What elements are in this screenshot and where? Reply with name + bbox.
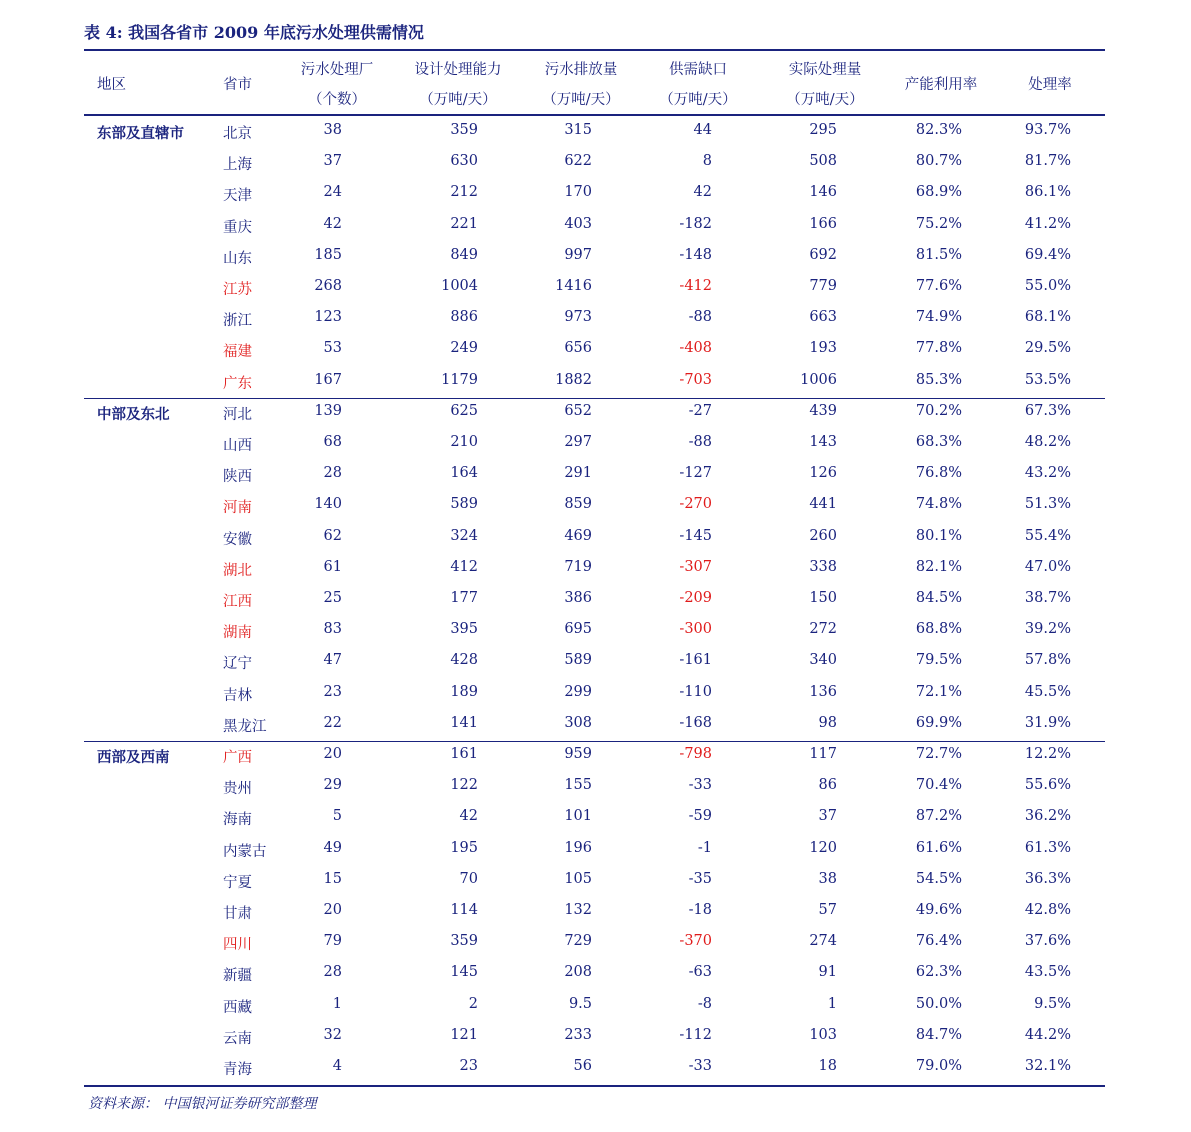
utilization-cell: 72.1% [915, 683, 962, 700]
actual-cell: 441 [809, 496, 837, 513]
actual-cell: 166 [809, 215, 837, 232]
discharge-cell: 622 [564, 153, 592, 170]
utilization-cell: 79.5% [915, 652, 962, 669]
discharge-cell: 56 [573, 1058, 592, 1074]
province-cell: 湖南 [223, 625, 252, 642]
header-actual: 实际处理量 [788, 62, 862, 78]
gap-cell: -63 [688, 964, 712, 981]
group-separator [84, 398, 1105, 399]
province-cell: 福建 [223, 344, 252, 361]
utilization-cell: 84.5% [915, 590, 962, 606]
province-cell: 安徽 [223, 531, 252, 548]
actual-cell: 37 [818, 808, 837, 825]
province-cell: 上海 [223, 157, 252, 174]
plants-cell: 29 [323, 777, 342, 794]
gap-cell: -270 [679, 496, 712, 513]
actual-cell: 508 [809, 153, 837, 170]
discharge-cell: 196 [564, 839, 592, 856]
gap-cell: -370 [679, 933, 712, 950]
utilization-cell: 81.5% [915, 246, 962, 263]
province-cell: 广东 [223, 375, 252, 392]
gap-cell: -127 [679, 465, 712, 482]
source-note: 资料来源： 中国银河证券研究部整理 [88, 1096, 317, 1112]
bottom-rule [84, 1085, 1105, 1087]
actual-cell: 338 [809, 558, 837, 575]
design-cell: 249 [450, 340, 478, 357]
utilization-cell: 70.4% [915, 777, 962, 794]
actual-cell: 143 [809, 434, 837, 450]
design-cell: 122 [450, 777, 478, 794]
region-label: 东部及直辖市 [97, 125, 184, 142]
rate-cell: 81.7% [1024, 153, 1071, 170]
header-discharge-unit: （万吨/天） [542, 92, 620, 108]
province-cell: 山西 [223, 438, 252, 454]
gap-cell: -8 [697, 995, 712, 1012]
gap-cell: -798 [679, 746, 712, 762]
design-cell: 849 [450, 246, 478, 263]
gap-cell: -209 [679, 590, 712, 606]
actual-cell: 91 [818, 964, 837, 981]
utilization-cell: 68.3% [915, 434, 962, 450]
design-cell: 212 [450, 184, 478, 201]
rate-cell: 31.9% [1024, 714, 1071, 731]
discharge-cell: 403 [564, 215, 592, 232]
header-province: 省市 [223, 77, 252, 93]
rate-cell: 51.3% [1024, 496, 1071, 513]
design-cell: 177 [450, 590, 478, 606]
plants-cell: 20 [323, 902, 342, 918]
rate-cell: 38.7% [1024, 590, 1071, 606]
design-cell: 210 [450, 434, 478, 450]
province-cell: 湖北 [223, 562, 252, 579]
design-cell: 189 [450, 683, 478, 700]
design-cell: 195 [450, 839, 478, 856]
plants-cell: 83 [323, 621, 342, 638]
plants-cell: 22 [323, 714, 342, 731]
plants-cell: 23 [323, 683, 342, 700]
top-rule [84, 49, 1105, 51]
discharge-cell: 233 [564, 1026, 592, 1043]
design-cell: 625 [450, 402, 478, 419]
plants-cell: 185 [314, 246, 342, 263]
design-cell: 412 [450, 558, 478, 575]
gap-cell: -300 [679, 621, 712, 638]
plants-cell: 28 [323, 465, 342, 482]
province-cell: 西藏 [223, 999, 252, 1016]
gap-cell: -33 [688, 777, 712, 794]
province-cell: 重庆 [223, 219, 252, 236]
design-cell: 359 [450, 122, 478, 138]
discharge-cell: 308 [564, 714, 592, 731]
gap-cell: 42 [693, 184, 712, 201]
plants-cell: 15 [323, 870, 342, 887]
discharge-cell: 656 [564, 340, 592, 357]
discharge-cell: 155 [564, 777, 592, 794]
utilization-cell: 70.2% [915, 402, 962, 419]
header-plants-unit: （个数） [308, 92, 366, 108]
actual-cell: 663 [809, 309, 837, 326]
discharge-cell: 589 [564, 652, 592, 669]
utilization-cell: 49.6% [915, 902, 962, 918]
header-utilization: 产能利用率 [904, 77, 978, 93]
discharge-cell: 695 [564, 621, 592, 638]
actual-cell: 439 [809, 402, 837, 419]
actual-cell: 98 [818, 714, 837, 731]
utilization-cell: 68.9% [915, 184, 962, 201]
utilization-cell: 69.9% [915, 714, 962, 731]
header-rate: 处理率 [1028, 77, 1072, 93]
rate-cell: 61.3% [1024, 839, 1071, 856]
utilization-cell: 72.7% [915, 746, 962, 762]
plants-cell: 140 [314, 496, 342, 513]
discharge-cell: 973 [564, 309, 592, 326]
rate-cell: 43.5% [1024, 964, 1071, 981]
discharge-cell: 101 [564, 808, 592, 825]
rate-cell: 69.4% [1024, 246, 1071, 263]
discharge-cell: 386 [564, 590, 592, 606]
plants-cell: 61 [323, 558, 342, 575]
actual-cell: 274 [809, 933, 837, 950]
design-cell: 630 [450, 153, 478, 170]
gap-cell: -161 [679, 652, 712, 669]
province-cell: 贵州 [223, 781, 252, 798]
gap-cell: -182 [679, 215, 712, 232]
gap-cell: 8 [702, 153, 712, 170]
actual-cell: 692 [809, 246, 837, 263]
gap-cell: 44 [693, 122, 712, 138]
actual-cell: 103 [809, 1026, 837, 1043]
discharge-cell: 105 [564, 870, 592, 887]
design-cell: 70 [459, 870, 478, 887]
gap-cell: -412 [679, 278, 712, 294]
plants-cell: 24 [323, 184, 342, 201]
utilization-cell: 74.8% [915, 496, 962, 513]
plants-cell: 68 [323, 434, 342, 450]
rate-cell: 93.7% [1024, 122, 1071, 138]
province-cell: 黑龙江 [223, 718, 267, 735]
utilization-cell: 76.4% [915, 933, 962, 950]
actual-cell: 260 [809, 527, 837, 544]
design-cell: 42 [459, 808, 478, 825]
plants-cell: 123 [314, 309, 342, 326]
plants-cell: 47 [323, 652, 342, 669]
plants-cell: 42 [323, 215, 342, 232]
province-cell: 江苏 [223, 282, 252, 298]
design-cell: 161 [450, 746, 478, 762]
gap-cell: -59 [688, 808, 712, 825]
actual-cell: 120 [809, 839, 837, 856]
plants-cell: 32 [323, 1026, 342, 1043]
gap-cell: -703 [679, 371, 712, 388]
utilization-cell: 50.0% [915, 995, 962, 1012]
plants-cell: 139 [314, 402, 342, 419]
province-cell: 内蒙古 [223, 843, 267, 860]
province-cell: 青海 [223, 1062, 252, 1078]
discharge-cell: 132 [564, 902, 592, 918]
design-cell: 2 [468, 995, 478, 1012]
gap-cell: -88 [688, 434, 712, 450]
table-title: 表 4: 我国各省市 2009 年底污水处理供需情况 [84, 23, 424, 42]
gap-cell: -88 [688, 309, 712, 326]
discharge-cell: 170 [564, 184, 592, 201]
discharge-cell: 9.5 [568, 995, 592, 1012]
design-cell: 164 [450, 465, 478, 482]
gap-cell: -408 [679, 340, 712, 357]
design-cell: 121 [450, 1026, 478, 1043]
plants-cell: 268 [314, 278, 342, 294]
discharge-cell: 469 [564, 527, 592, 544]
gap-cell: -35 [688, 870, 712, 887]
gap-cell: -168 [679, 714, 712, 731]
actual-cell: 272 [809, 621, 837, 638]
actual-cell: 340 [809, 652, 837, 669]
actual-cell: 38 [818, 870, 837, 887]
province-cell: 河南 [223, 500, 252, 517]
gap-cell: -1 [697, 839, 712, 856]
plants-cell: 49 [323, 839, 342, 856]
rate-cell: 41.2% [1024, 215, 1071, 232]
rate-cell: 48.2% [1024, 434, 1071, 450]
header-plants: 污水处理厂 [300, 62, 374, 78]
region-label: 西部及西南 [97, 749, 170, 766]
design-cell: 1179 [441, 371, 478, 388]
province-cell: 辽宁 [223, 656, 252, 673]
utilization-cell: 82.3% [915, 122, 962, 138]
province-cell: 江西 [223, 594, 252, 610]
utilization-cell: 61.6% [915, 839, 962, 856]
header-discharge: 污水排放量 [544, 62, 618, 78]
utilization-cell: 75.2% [915, 215, 962, 232]
header-design-unit: （万吨/天） [419, 92, 497, 108]
header-design: 设计处理能力 [414, 62, 502, 78]
rate-cell: 53.5% [1024, 371, 1071, 388]
gap-cell: -112 [679, 1026, 712, 1043]
province-cell: 天津 [223, 188, 252, 205]
province-cell: 山东 [223, 250, 252, 267]
province-cell: 云南 [223, 1030, 252, 1047]
province-cell: 广西 [223, 750, 252, 766]
discharge-cell: 719 [564, 558, 592, 575]
actual-cell: 193 [809, 340, 837, 357]
design-cell: 145 [450, 964, 478, 981]
gap-cell: -145 [679, 527, 712, 544]
design-cell: 114 [450, 902, 478, 918]
rate-cell: 45.5% [1024, 683, 1071, 700]
discharge-cell: 315 [564, 122, 592, 138]
utilization-cell: 82.1% [915, 558, 962, 575]
plants-cell: 37 [323, 153, 342, 170]
actual-cell: 146 [809, 184, 837, 201]
discharge-cell: 1416 [555, 278, 592, 294]
rate-cell: 55.4% [1024, 527, 1071, 544]
utilization-cell: 79.0% [915, 1058, 962, 1074]
utilization-cell: 80.1% [915, 527, 962, 544]
rate-cell: 32.1% [1024, 1058, 1071, 1074]
plants-cell: 79 [323, 933, 342, 950]
discharge-cell: 729 [564, 933, 592, 950]
rate-cell: 39.2% [1024, 621, 1071, 638]
actual-cell: 295 [809, 122, 837, 138]
rate-cell: 43.2% [1024, 465, 1071, 482]
plants-cell: 28 [323, 964, 342, 981]
plants-cell: 25 [323, 590, 342, 606]
gap-cell: -307 [679, 558, 712, 575]
rate-cell: 47.0% [1024, 558, 1071, 575]
gap-cell: -33 [688, 1058, 712, 1074]
utilization-cell: 62.3% [915, 964, 962, 981]
rate-cell: 36.2% [1024, 808, 1071, 825]
utilization-cell: 85.3% [915, 371, 962, 388]
design-cell: 1004 [441, 278, 478, 294]
actual-cell: 779 [809, 278, 837, 294]
province-cell: 宁夏 [223, 874, 252, 891]
plants-cell: 5 [332, 808, 342, 825]
header-rule [84, 114, 1105, 116]
province-cell: 浙江 [223, 313, 252, 330]
plants-cell: 53 [323, 340, 342, 357]
design-cell: 141 [450, 714, 478, 731]
actual-cell: 117 [809, 746, 837, 762]
design-cell: 395 [450, 621, 478, 638]
plants-cell: 38 [323, 122, 342, 138]
rate-cell: 12.2% [1024, 746, 1071, 762]
rate-cell: 36.3% [1024, 870, 1071, 887]
gap-cell: -27 [688, 402, 712, 419]
discharge-cell: 997 [564, 246, 592, 263]
group-separator [84, 741, 1105, 742]
province-cell: 海南 [223, 812, 252, 829]
actual-cell: 1006 [800, 371, 837, 388]
plants-cell: 1 [332, 995, 342, 1012]
rate-cell: 86.1% [1024, 184, 1071, 201]
rate-cell: 9.5% [1034, 995, 1071, 1012]
design-cell: 359 [450, 933, 478, 950]
plants-cell: 20 [323, 746, 342, 762]
design-cell: 428 [450, 652, 478, 669]
rate-cell: 55.6% [1024, 777, 1071, 794]
actual-cell: 150 [809, 590, 837, 606]
rate-cell: 42.8% [1024, 902, 1071, 918]
region-label: 中部及东北 [97, 405, 170, 423]
utilization-cell: 76.8% [915, 465, 962, 482]
discharge-cell: 297 [564, 434, 592, 450]
actual-cell: 136 [809, 683, 837, 700]
design-cell: 324 [450, 527, 478, 544]
rate-cell: 37.6% [1024, 933, 1071, 950]
rate-cell: 29.5% [1024, 340, 1071, 357]
rate-cell: 55.0% [1024, 278, 1071, 294]
actual-cell: 18 [818, 1058, 837, 1074]
gap-cell: -110 [679, 683, 712, 700]
discharge-cell: 299 [564, 683, 592, 700]
utilization-cell: 77.6% [915, 278, 962, 294]
actual-cell: 1 [827, 995, 837, 1012]
gap-cell: -18 [688, 902, 712, 918]
province-cell: 河北 [223, 406, 252, 423]
discharge-cell: 291 [564, 465, 592, 482]
actual-cell: 126 [809, 465, 837, 482]
design-cell: 589 [450, 496, 478, 513]
actual-cell: 57 [818, 902, 837, 918]
plants-cell: 4 [332, 1058, 342, 1074]
discharge-cell: 652 [564, 402, 592, 419]
discharge-cell: 959 [564, 746, 592, 762]
header-actual-unit: （万吨/天） [786, 92, 864, 108]
discharge-cell: 208 [564, 964, 592, 981]
plants-cell: 167 [314, 371, 342, 388]
utilization-cell: 77.8% [915, 340, 962, 357]
header-gap: 供需缺口 [669, 62, 727, 78]
province-cell: 北京 [223, 126, 252, 142]
discharge-cell: 1882 [555, 371, 592, 388]
header-region: 地区 [97, 77, 126, 93]
province-cell: 吉林 [223, 687, 252, 704]
rate-cell: 68.1% [1024, 309, 1071, 326]
utilization-cell: 68.8% [915, 621, 962, 638]
province-cell: 甘肃 [223, 906, 252, 922]
design-cell: 221 [450, 215, 478, 232]
rate-cell: 67.3% [1024, 402, 1071, 419]
province-cell: 四川 [223, 937, 252, 954]
gap-cell: -148 [679, 246, 712, 263]
actual-cell: 86 [818, 777, 837, 794]
header-gap-unit: （万吨/天） [659, 92, 737, 108]
rate-cell: 44.2% [1024, 1026, 1071, 1043]
plants-cell: 62 [323, 527, 342, 544]
province-cell: 陕西 [223, 469, 252, 486]
utilization-cell: 74.9% [915, 309, 962, 326]
utilization-cell: 54.5% [915, 870, 962, 887]
utilization-cell: 87.2% [915, 808, 962, 825]
design-cell: 23 [459, 1058, 478, 1074]
utilization-cell: 80.7% [915, 153, 962, 170]
discharge-cell: 859 [564, 496, 592, 513]
utilization-cell: 84.7% [915, 1026, 962, 1043]
province-cell: 新疆 [223, 968, 252, 985]
rate-cell: 57.8% [1024, 652, 1071, 669]
design-cell: 886 [450, 309, 478, 326]
